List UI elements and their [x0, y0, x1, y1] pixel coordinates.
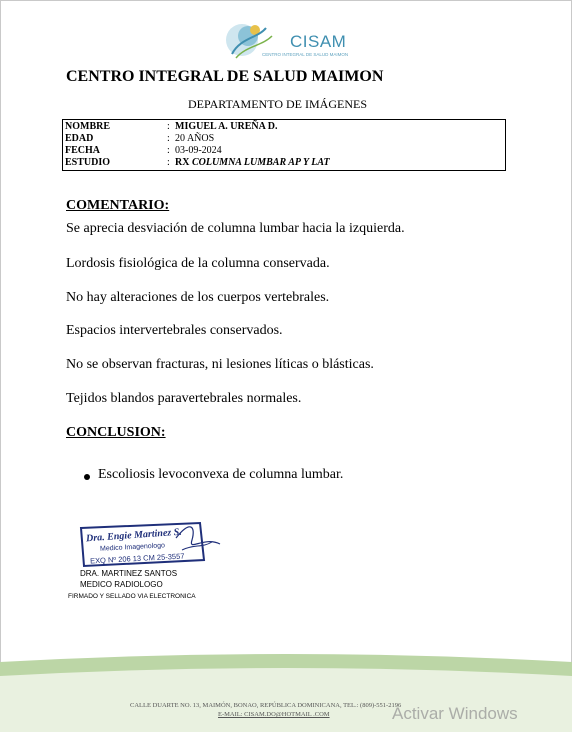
footer-address: CALLE DUARTE NO. 13, MAIMÓN, BONAO, REPÚBLICA DOMINICANA, TEL.: (809)-551-2196 [130, 702, 402, 709]
patient-row-date [65, 145, 495, 157]
footer-email: E-MAIL: CISAM.DO@HOTMAIL .COM [218, 711, 330, 718]
field-value: 03-09-2024 [175, 145, 222, 156]
stamp-exequatur: EXQ Nº 206 13 CM 25-3557 [89, 551, 185, 566]
field-label: ESTUDIO [65, 157, 111, 168]
field-value: 20 AÑOS [175, 133, 215, 144]
study-name: COLUMNA LUMBAR AP Y LAT [191, 157, 330, 168]
comentario-line: Tejidos blandos paravertebrales normales. [66, 391, 302, 406]
stamp-name: Dra. Engie Martinez S. [85, 526, 183, 545]
department-name: DEPARTAMENTO DE IMÁGENES [188, 97, 367, 111]
patient-row-study [65, 157, 495, 169]
field-value: MIGUEL A. UREÑA D. [175, 121, 278, 132]
field-separator: : [167, 133, 170, 144]
comentario-line: Espacios intervertebrales conservados. [66, 323, 283, 338]
field-value [175, 157, 330, 169]
logo-name: CISAM [290, 32, 347, 51]
study-prefix: RX [175, 157, 190, 168]
logo-subtitle: CENTRO INTEGRAL DE SALUD MAIMON [262, 52, 349, 57]
comentario-line: Lordosis fisiológica de la columna conservada. [66, 256, 330, 271]
stamp-role: Medico Imagenologo [99, 542, 166, 553]
patient-row-name [65, 121, 495, 133]
signature-note: FIRMADO Y SELLADO VIA ELECTRONICA [68, 593, 196, 600]
field-label: FECHA [65, 145, 100, 156]
field-separator: : [167, 157, 170, 168]
comentario-heading: COMENTARIO: [66, 198, 170, 213]
conclusion-heading: CONCLUSION: [66, 425, 166, 440]
conclusion-item: Escoliosis levoconvexa de columna lumbar. [98, 467, 344, 482]
signer-name: DRA. MARTINEZ SANTOS [80, 569, 178, 578]
comentario-line: No se observan fracturas, ni lesiones líticas o blásticas. [66, 357, 374, 372]
document-title: CENTRO INTEGRAL DE SALUD MAIMON [66, 68, 384, 85]
patient-row-age [65, 133, 495, 145]
field-separator: : [167, 121, 170, 132]
bullet-icon [84, 474, 90, 480]
signer-role: MEDICO RADIOLOGO [80, 580, 163, 589]
patient-info-box [62, 119, 506, 171]
comentario-line: Se aprecia desviación de columna lumbar hacia la izquierda. [66, 221, 405, 236]
field-label: EDAD [65, 133, 94, 144]
field-label: NOMBRE [65, 121, 110, 132]
windows-activation-watermark: Activar Windows [392, 704, 518, 723]
comentario-line: No hay alteraciones de los cuerpos vertebrales. [66, 290, 330, 305]
field-separator: : [167, 145, 170, 156]
